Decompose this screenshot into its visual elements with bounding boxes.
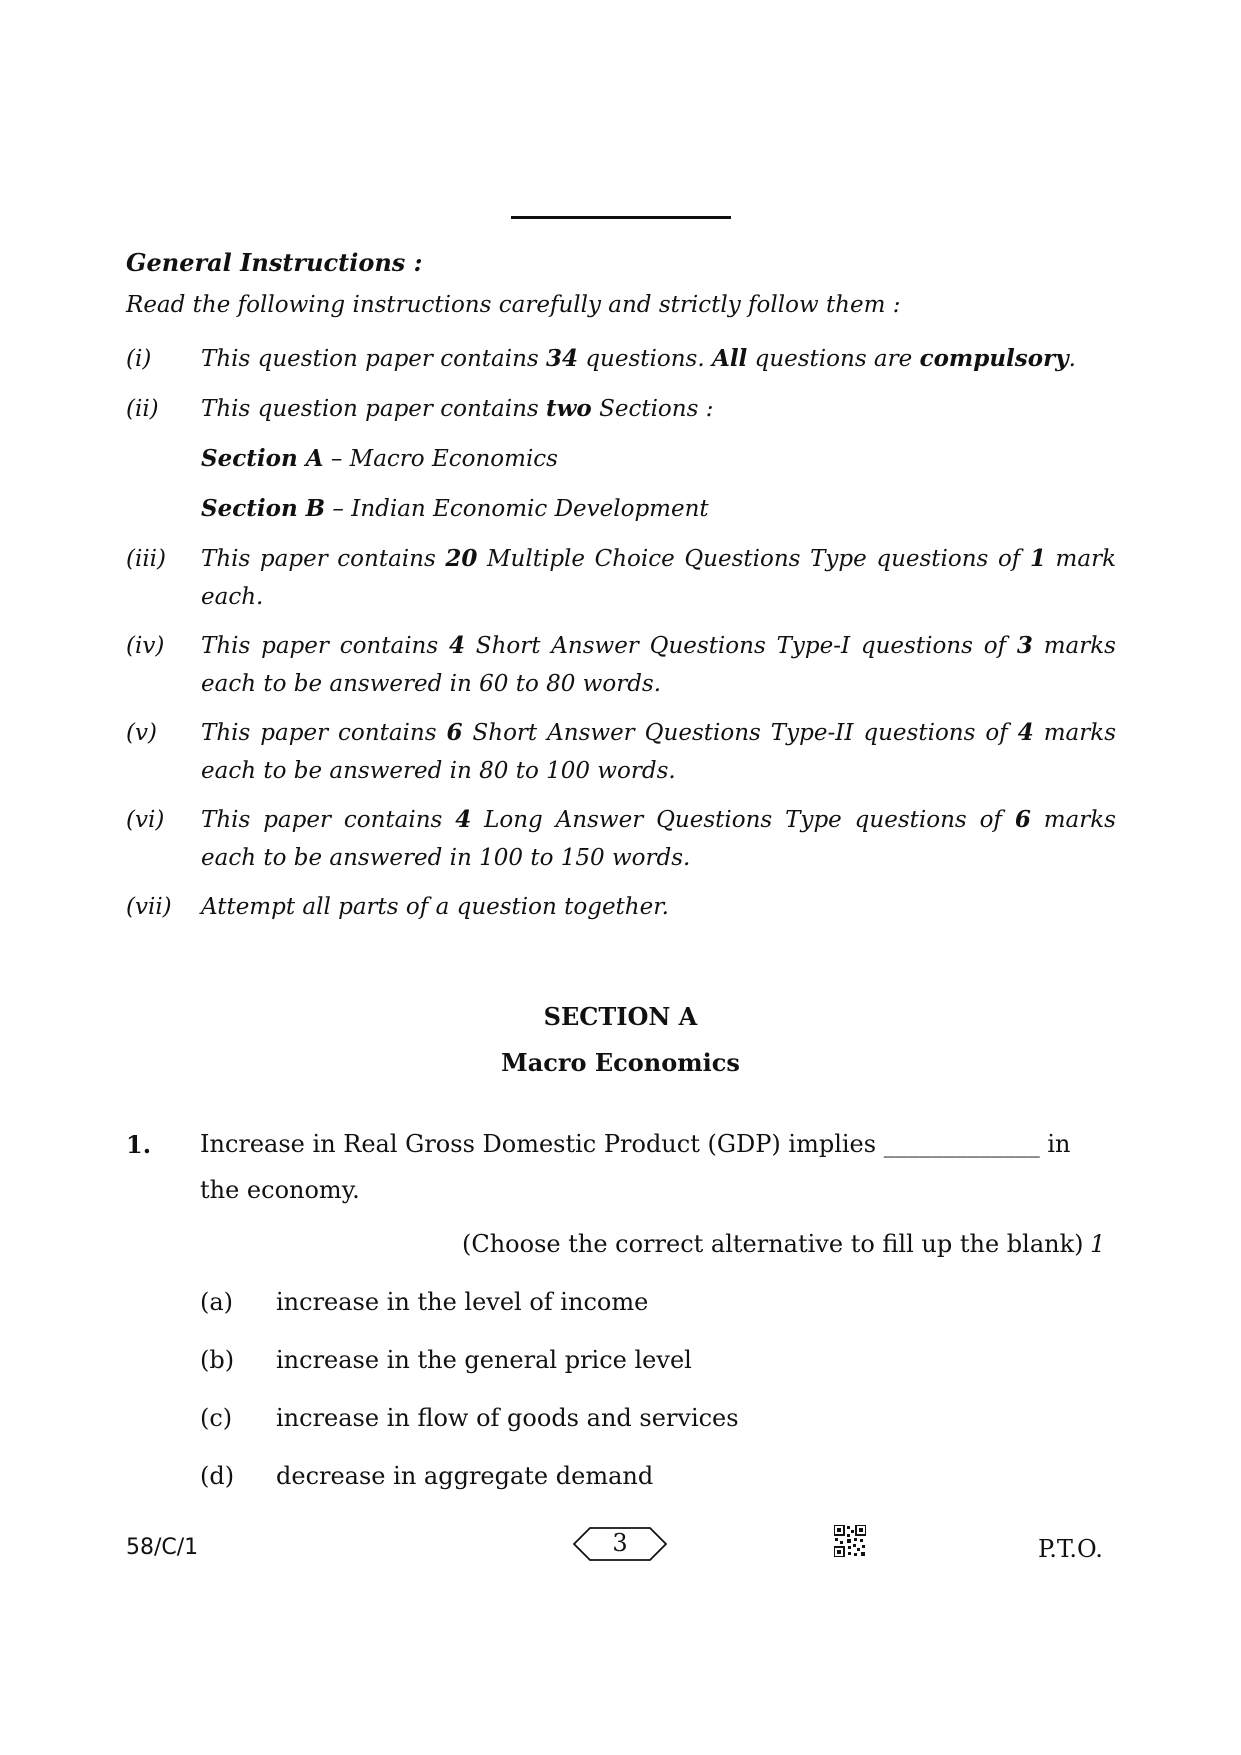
answer-blank: _____________ <box>883 1130 1040 1158</box>
instruction-item-1 <box>126 340 1116 378</box>
instruction-text: This question paper contains two Sections : <box>201 395 714 422</box>
question-marks: 1 <box>1090 1230 1106 1258</box>
question-line-1: Increase in Real Gross Domestic Product (GDP) implies _____________ in <box>200 1130 1071 1158</box>
section-b-note: Section B – Indian Economic Development <box>201 495 709 522</box>
section-b-label: Section B <box>201 495 326 522</box>
section-subheading: Macro Economics <box>501 1048 740 1077</box>
option-label-b: (b) <box>200 1346 235 1374</box>
question-number: 1. <box>126 1130 152 1159</box>
instruction-item-5: (v) This paper contains 6 Short Answer Questions Type-II questions of 4 marks each to be answered in 80 to 100 words. <box>126 719 1116 784</box>
instruction-item-7: (vii) Attempt all parts of a question together. <box>126 894 669 920</box>
instruction-item-2 <box>126 390 1116 428</box>
option-text-b: increase in the general price level <box>276 1346 692 1374</box>
instruction-item-3: (iii) This paper contains 20 Multiple Choice Questions Type questions of 1 mark each. <box>126 545 1117 610</box>
option-text-a: increase in the level of income <box>276 1288 649 1316</box>
option-label-a: (a) <box>200 1288 234 1316</box>
instructions-title: General Instructions : <box>126 248 423 277</box>
instruction-num: (ii) <box>126 396 159 422</box>
instruction-item-6: (vi) This paper contains 4 Long Answer Questions Type questions of 6 marks each to be answered in 100 to 150 words. <box>126 806 1116 871</box>
option-text-d: decrease in aggregate demand <box>276 1462 654 1490</box>
top-rule <box>511 216 731 219</box>
paper-code: 58/C/1 <box>126 1535 199 1560</box>
instruction-num: (i) <box>126 346 152 372</box>
qr-code-icon <box>834 1525 866 1557</box>
question-hint: (Choose the correct alternative to fill up the blank) <box>462 1230 1084 1258</box>
pto-label: P.T.O. <box>1038 1535 1103 1563</box>
section-a-label: Section A <box>201 445 324 472</box>
page-number: 3 <box>612 1529 628 1557</box>
section-a-note: Section A – Macro Economics <box>201 445 558 472</box>
instruction-text: This question paper contains 34 questions. All questions are compulsory. <box>201 345 1076 372</box>
option-label-c: (c) <box>200 1404 233 1432</box>
option-label-d: (d) <box>200 1462 235 1490</box>
section-heading: SECTION A <box>543 1002 698 1031</box>
question-line-2: the economy. <box>200 1176 360 1204</box>
instruction-item-4: (iv) This paper contains 4 Short Answer Questions Type-I questions of 3 marks each to be answered in 60 to 80 words. <box>126 632 1116 697</box>
option-text-c: increase in flow of goods and services <box>276 1404 739 1432</box>
instructions-intro: Read the following instructions carefully and strictly follow them : <box>126 292 901 318</box>
page-number-badge <box>572 1526 668 1562</box>
